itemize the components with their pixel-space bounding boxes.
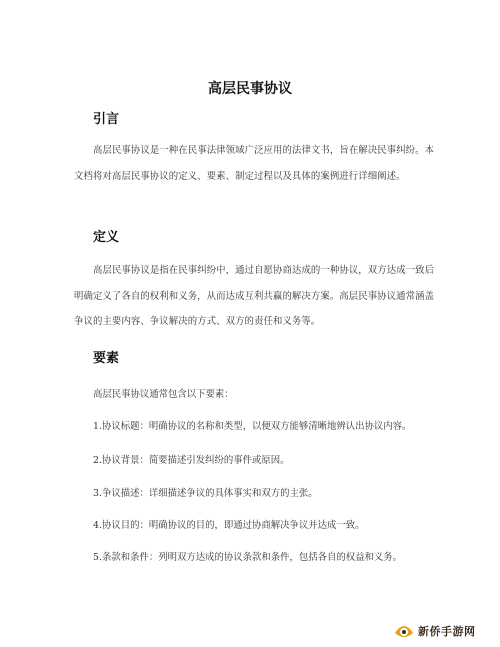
elements-item: 2.协议背景：简要描述引发纠纷的事件或原因。: [93, 455, 290, 466]
section-body-definition: 高层民事协议是指在民事纠纷中，通过自愿协商达成的一种协议，双方达成一致后明确定义了各自的权利和义务，从而达成互利共赢的解决方案。高层民事协议通常涵盖争议的主要内容、争议解决的方式、双方的责任和义务等。: [74, 265, 435, 327]
watermark-logo: [393, 619, 497, 643]
section-heading-definition: 定义: [93, 230, 120, 245]
section-heading-elements: 要素: [93, 351, 120, 366]
section-body-intro: 高层民事协议是一种在民事法律领域广泛应用的法律文书，旨在解决民事纠纷。本文档将对高层民事协议的定义、要素、制定过程以及具体的案例进行详细阐述。: [74, 145, 435, 182]
elements-lead: 高层民事协议通常包含以下要素：: [93, 389, 234, 400]
elements-item: 3.争议描述：详细描述争议的具体事实和双方的主张。: [93, 488, 318, 499]
document-title: 高层民事协议: [208, 81, 292, 97]
elements-item: 1.协议标题：明确协议的名称和类型，以便双方能够清晰地辨认出协议内容。: [93, 421, 412, 432]
elements-item: 4.协议目的：明确协议的目的，即通过协商解决争议并达成一致。: [93, 520, 365, 531]
watermark-text: 新侨手游网: [418, 625, 476, 638]
section-heading-intro: 引言: [93, 112, 120, 127]
elements-item: 5.条款和条件：列明双方达成的协议条款和条件，包括各自的权益和义务。: [93, 552, 402, 563]
watermark-emblem-icon: [393, 621, 415, 641]
